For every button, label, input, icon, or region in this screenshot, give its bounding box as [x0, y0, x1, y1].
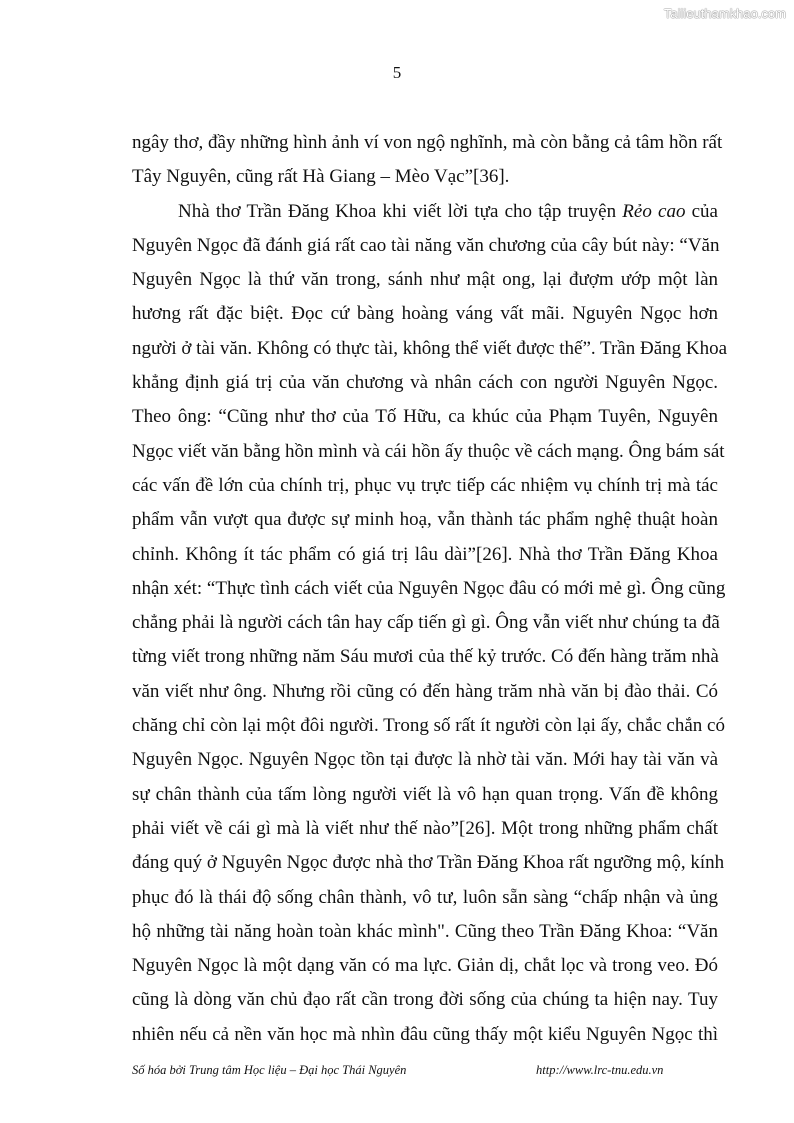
text-line: từng viết trong những năm Sáu mươi của thế kỷ trước. Có đến hàng trăm nhà — [132, 646, 719, 668]
book-title: Rẻo cao — [622, 200, 686, 222]
text-line: ngây thơ, đầy những hình ảnh ví von ngộ nghĩnh, mà còn bằng cả tâm hồn rất — [132, 132, 723, 153]
text-line: chẳng phải là người cách tân hay cấp tiến gì gì. Ông vẫn viết như chúng ta đã — [132, 612, 720, 634]
text-line: sự chân thành của tấm lòng người viết là vô hạn quan trọng. Vấn đề không — [132, 783, 718, 805]
text-line: chăng chỉ còn lại một đôi người. Trong số rất ít người còn lại ấy, chắc chắn có — [132, 715, 725, 737]
text-line: cũng là dòng văn chủ đạo rất cần trong đời sống của chúng ta hiện nay. Tuy — [132, 989, 718, 1011]
text-segment: của — [685, 200, 718, 222]
page-number: 5 — [392, 63, 402, 82]
text-line: phải viết về cái gì mà là viết như thế nào”[26]. Một trong những phẩm chất — [132, 817, 718, 839]
text-line: phục đó là thái độ sống chân thành, vô tư, luôn sẵn sàng “chấp nhận và ủng — [132, 886, 718, 908]
text-line: người ở tài văn. Không có thực tài, không thể viết được thế”. Trần Đăng Khoa — [132, 337, 728, 359]
text-line: Nguyên Ngọc đã đánh giá rất cao tài năng văn chương của cây bút này: “Văn — [132, 234, 720, 256]
text-line: khẳng định giá trị của văn chương và nhân cách con người Nguyên Ngọc. — [132, 372, 718, 394]
text-line: văn viết như ông. Nhưng rồi cũng có đến hàng trăm nhà văn bị đào thải. Có — [132, 680, 718, 702]
text-line: Ngọc viết văn bằng hồn mình và cái hồn ấy thuộc về cách mạng. Ông bám sát — [132, 440, 725, 462]
text-line: hương rất đặc biệt. Đọc cứ bàng hoàng váng vất mãi. Nguyên Ngọc hơn — [132, 303, 718, 325]
text-line: Tây Nguyên, cũng rất Hà Giang – Mèo Vạc”[36]. — [132, 166, 510, 188]
text-line: nhiên nếu cả nền văn học mà nhìn đâu cũng thấy một kiểu Nguyên Ngọc thì — [132, 1023, 718, 1045]
text-line: Nguyên Ngọc là thứ văn trong, sánh như mật ong, lại đượm ướp một làn — [132, 269, 718, 291]
text-line: các vấn đề lớn của chính trị, phục vụ trực tiếp các nhiệm vụ chính trị mà tác — [132, 474, 718, 496]
text-line: Nguyên Ngọc. Nguyên Ngọc tồn tại được là nhờ tài văn. Mới hay tài văn và — [132, 749, 718, 771]
watermark: Tailieuthamkhao.com — [663, 6, 786, 21]
text-line: chỉnh. Không ít tác phẩm có giá trị lâu dài”[26]. Nhà thơ Trần Đăng Khoa — [132, 543, 718, 565]
text-line: Nguyên Ngọc là một dạng văn có ma lực. Giản dị, chắt lọc và trong veo. Đó — [132, 955, 718, 977]
text-line: đáng quý ở Nguyên Ngọc được nhà thơ Trần Đăng Khoa rất ngưỡng mộ, kính — [132, 852, 725, 874]
text-line: Theo ông: “Cũng như thơ của Tố Hữu, ca khúc của Phạm Tuyên, Nguyên — [132, 406, 718, 428]
footer-url[interactable]: http://www.lrc-tnu.edu.vn — [536, 1063, 664, 1077]
text-line: phẩm vẫn vượt qua được sự minh hoạ, vẫn thành tác phẩm nghệ thuật hoàn — [132, 509, 718, 531]
text-line: nhận xét: “Thực tình cách viết của Nguyên Ngọc đâu có mới mẻ gì. Ông cũng — [132, 577, 726, 599]
footer-source: Số hóa bởi Trung tâm Học liệu – Đại học Thái Nguyên — [132, 1063, 407, 1077]
text-line — [132, 195, 718, 229]
text-segment: Nhà thơ Trần Đăng Khoa khi viết lời tựa cho tập truyện — [178, 200, 623, 222]
body-text — [132, 126, 728, 1052]
text-line: hộ những tài năng hoàn toàn khác mình". Cũng theo Trần Đăng Khoa: “Văn — [132, 920, 718, 942]
